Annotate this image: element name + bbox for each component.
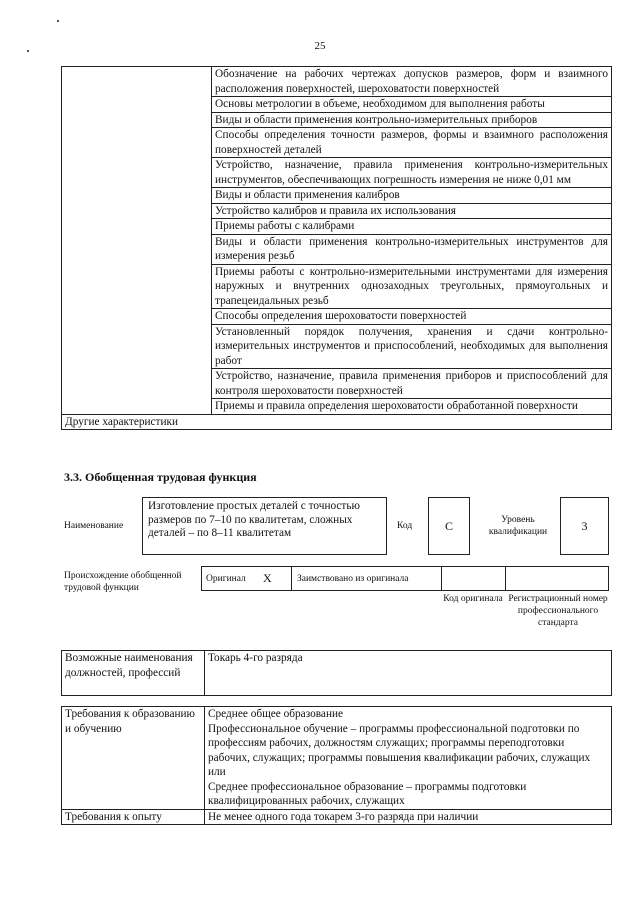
page-number: 25 (314, 40, 326, 52)
knowledge-item: Способы определения точности размеров, формы и взаимного расположения поверхностей деталей (212, 128, 612, 158)
reg-number-cell (506, 567, 608, 590)
education-label: Требования к образованию и обучению (62, 707, 205, 810)
education-line: Профессиональное обучение – программы профессиональной подготовки по профессиям рабочих, должностям служащих; программы переподготовки рабочих, служащих; программы повышения квалификации рабочих, служащих (208, 722, 591, 764)
education-line: или (208, 766, 226, 778)
function-name-value: Изготовление простых деталей с точностью размеров по 7–10 по квалитетам, сложных деталей – по 8–11 квалитетам (148, 500, 360, 539)
reg-number-caption: Регистрационный номер профессионального стандарта (508, 594, 608, 628)
table-row (62, 707, 612, 810)
scan-dot (57, 20, 59, 22)
borrowed-label: Заимствовано из оригинала (297, 574, 409, 584)
code-original-caption: Код оригинала (443, 594, 503, 604)
name-label: Наименование (64, 521, 124, 531)
knowledge-table (61, 66, 612, 430)
knowledge-item: Виды и области применения контрольно-измерительных инструментов для измерения резьб (212, 234, 612, 264)
knowledge-item: Устройство, назначение, правила применения контрольно-измерительных инструментов, обеспечивающих погрешность измерения не ниже 0,01 мм (212, 158, 612, 188)
table-row (62, 414, 612, 430)
code-label: Код (397, 521, 413, 531)
knowledge-item: Способы определения шероховатости поверхностей (212, 309, 612, 325)
knowledge-item: Установленный порядок получения, хранения и сдачи контрольно-измерительных инструментов и приспособлений, необходимых для выполнения работ (212, 324, 612, 369)
original-mark: X (263, 571, 272, 585)
level-label: Уровень квалификации (488, 515, 548, 537)
borrowed-cell (292, 567, 442, 590)
knowledge-item: Приемы работы с калибрами (212, 219, 612, 235)
positions-value: Токарь 4-го разряда (205, 651, 612, 696)
code-original-cell (442, 567, 506, 590)
original-cell (202, 567, 292, 590)
level-value: 3 (581, 518, 588, 533)
experience-label: Требования к опыту (62, 809, 205, 825)
positions-table (61, 650, 612, 696)
table-row (62, 67, 612, 97)
knowledge-item: Обозначение на рабочих чертежах допусков размеров, форм и взаимного расположения поверхностей, шероховатости поверхностей (212, 67, 612, 97)
section-title: 3.3. Обобщенная трудовая функция (64, 470, 257, 484)
knowledge-item: Устройство, назначение, правила применения приборов и приспособлений для контроля шероховатости поверхностей (212, 369, 612, 399)
origin-row (201, 566, 609, 591)
knowledge-item: Основы метрологии в объеме, необходимом для выполнения работы (212, 97, 612, 113)
table-row (62, 809, 612, 825)
education-line: Среднее профессиональное образование – программы подготовки квалифицированных рабочих, служащих (208, 780, 527, 807)
education-value (205, 707, 612, 810)
original-label: Оригинал (206, 574, 246, 584)
level-box (560, 497, 609, 555)
function-name-box (142, 497, 387, 555)
code-value: C (444, 518, 453, 533)
knowledge-item: Виды и области применения контрольно-измерительных приборов (212, 112, 612, 128)
education-line: Среднее общее образование (208, 708, 344, 720)
knowledge-item: Приемы работы с контрольно-измерительными инструментами для измерения наружных и внутренних однозаходных треугольных, прямоугольных и трапецеидальных резьб (212, 264, 612, 309)
origin-label: Происхождение обобщенной трудовой функции (64, 571, 182, 593)
table-row (62, 651, 612, 696)
positions-label: Возможные наименования должностей, профессий (62, 651, 205, 696)
code-box (428, 497, 470, 555)
other-characteristics: Другие характеристики (62, 414, 612, 430)
knowledge-item: Виды и области применения калибров (212, 188, 612, 204)
experience-value: Не менее одного года токарем 3-го разряда при наличии (205, 809, 612, 825)
requirements-table (61, 706, 612, 825)
knowledge-item: Устройство калибров и правила их использования (212, 203, 612, 219)
knowledge-item: Приемы и правила определения шероховатости обработанной поверхности (212, 399, 612, 415)
knowledge-label-cell (62, 67, 212, 415)
